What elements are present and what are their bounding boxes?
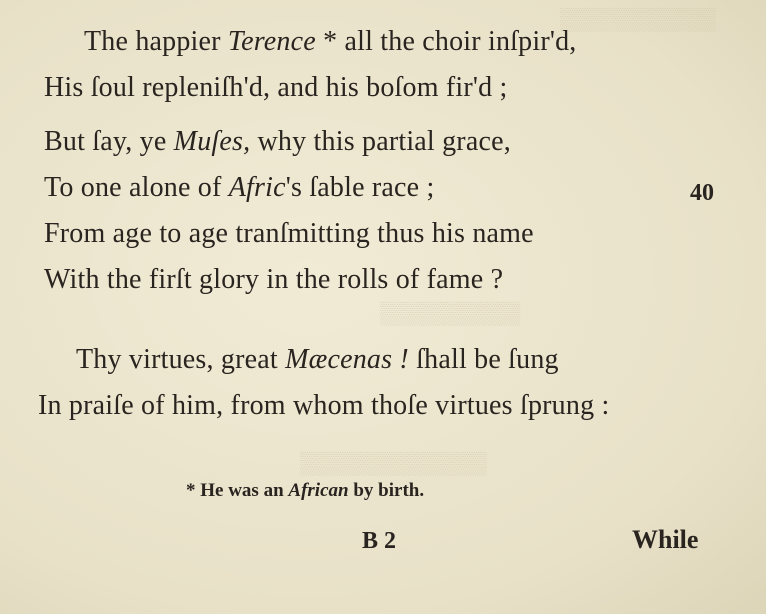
poem-line-7 (76, 344, 559, 376)
text: But ſay, ye (44, 126, 174, 157)
word-african: African (288, 480, 349, 501)
poem-line-1 (84, 26, 577, 58)
text: * all the choir inſpir'd, (315, 26, 577, 57)
signature-mark: B 2 (362, 528, 397, 554)
text: Thy virtues, great (76, 344, 286, 375)
poem-line-6: With the firſt glory in the rolls of fame ? (44, 264, 504, 295)
show-through-text: ▒▒▒▒▒▒▒▒▒▒ (560, 6, 716, 31)
catchword: While (632, 525, 699, 554)
text: ſhall be ſung (408, 344, 559, 375)
text: To one alone of (44, 172, 229, 203)
line-number: 40 (690, 180, 714, 206)
poem-line-4 (44, 172, 435, 204)
word-muses: Muſes, (173, 126, 251, 157)
poem-line-2: His ſoul repleniſh'd, and his boſom fir'd ; (44, 72, 508, 103)
word-afric: Afric (228, 172, 286, 203)
show-through-text: ▒▒▒▒▒▒▒▒▒ (380, 300, 521, 325)
poem-line-5: From age to age tranſmitting thus his name (44, 218, 534, 249)
text: 's ſable race ; (285, 172, 435, 203)
text: why this partial grace, (250, 126, 511, 157)
poem-line-8: In praiſe of him, from whom thoſe virtues ſprung : (38, 390, 610, 421)
name-terence: Terence (227, 26, 316, 57)
footnote (186, 480, 424, 502)
text: by birth. (348, 480, 425, 501)
text: The happier (84, 26, 228, 57)
poem-line-3 (44, 126, 511, 158)
name-maecenas: Mæcenas ! (285, 344, 409, 375)
text: * He was an (186, 480, 289, 501)
show-through-text: ▒▒▒▒▒▒▒▒▒▒▒▒ (300, 450, 488, 475)
